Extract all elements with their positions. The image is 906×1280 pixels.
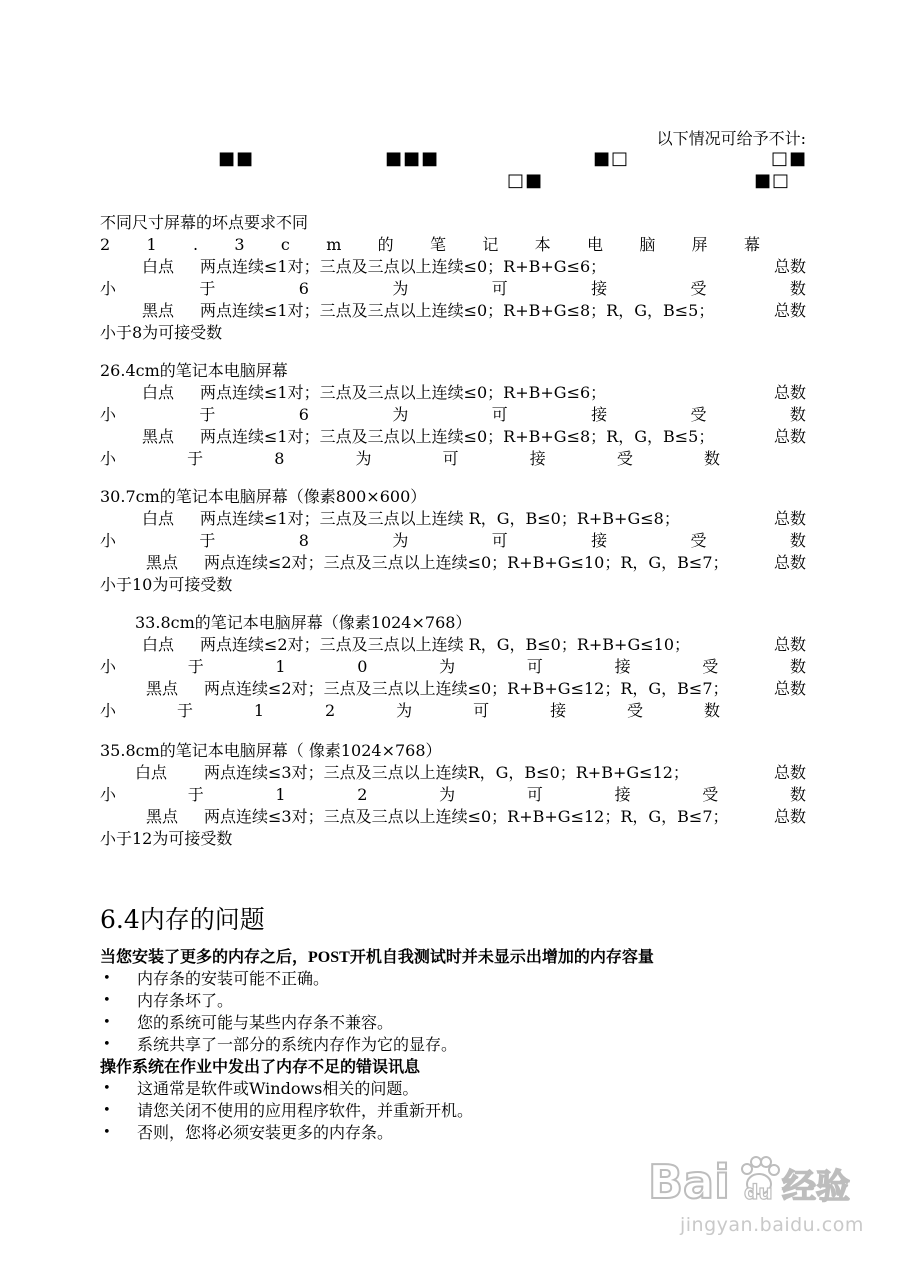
s4-white-rule: 两点连续≤2对；三点及三点以上连续 R，G，B≤0；R+B+G≤10； <box>200 635 691 654</box>
s2-black-rule: 两点连续≤1对；三点及三点以上连续≤0；R+B+G≤8；R，G，B≤5； <box>200 427 715 446</box>
s1-white-total: 总数 <box>773 257 806 276</box>
s1-black-label: 黑点 <box>142 301 175 320</box>
pixel-pattern-5: □■ <box>507 170 544 191</box>
bullet-icon: • <box>103 1081 111 1096</box>
baidu-watermark-logo <box>646 1150 856 1210</box>
s2-black-tail: 小 于 8 为 可 接 受 数 <box>100 449 720 468</box>
s5-white-rule: 两点连续≤3对；三点及三点以上连续R，G，B≤0；R+B+G≤12； <box>204 763 689 782</box>
title-char: 屏 <box>691 235 708 254</box>
q2-item: 请您关闭不使用的应用程序软件，并重新开机。 <box>137 1101 474 1120</box>
memory-question-2: 操作系统在作业中发出了内存不足的错误讯息 <box>100 1057 421 1076</box>
title-char: c <box>280 235 290 254</box>
s4-black-rule: 两点连续≤2对；三点及三点以上连续≤0；R+B+G≤12；R，G，B≤7； <box>204 679 729 698</box>
s2-white-rule: 两点连续≤1对；三点及三点以上连续≤0；R+B+G≤6； <box>200 383 607 402</box>
s3-white-label: 白点 <box>142 509 175 528</box>
s5-white-total: 总数 <box>773 763 806 782</box>
s4-white-tail: 小 于 1 0 为 可 接 受 数 <box>100 657 806 676</box>
bullet-icon: • <box>103 971 111 986</box>
q1-item: 内存条坏了。 <box>137 991 234 1010</box>
s3-white-tail: 小 于 8 为 可 接 受 数 <box>100 531 806 550</box>
pixel-pattern-3: ■□ <box>593 148 630 169</box>
s4-black-total: 总数 <box>773 679 806 698</box>
s1-black-total: 总数 <box>773 301 806 320</box>
s2-black-total: 总数 <box>773 427 806 446</box>
title-char: 幕 <box>743 235 760 254</box>
s3-white-rule: 两点连续≤1对；三点及三点以上连续 R，G，B≤0；R+B+G≤8； <box>200 509 680 528</box>
memory-heading: 6.4内存的问题 <box>100 905 265 934</box>
s3-black-rule: 两点连续≤2对；三点及三点以上连续≤0；R+B+G≤10；R，G，B≤7； <box>204 553 729 572</box>
bullet-icon: • <box>103 1037 111 1052</box>
s5-black-total: 总数 <box>773 807 806 826</box>
q1-item: 内存条的安装可能不正确。 <box>137 969 330 988</box>
s5-white-tail: 小 于 1 2 为 可 接 受 数 <box>100 785 806 804</box>
s5-title: 35.8cm的笔记本电脑屏幕（ 像素1024×768） <box>100 741 442 760</box>
s4-white-total: 总数 <box>773 635 806 654</box>
q2-item: 这通常是软件或Windows相关的问题。 <box>137 1079 419 1098</box>
title-char: 1 <box>146 235 157 254</box>
watermark-url: jingyan.baidu.com <box>680 1214 864 1236</box>
section-intro: 不同尺寸屏幕的坏点要求不同 <box>100 213 309 232</box>
s4-white-label: 白点 <box>142 635 175 654</box>
bullet-icon: • <box>103 1125 111 1140</box>
s1-title <box>100 234 760 256</box>
s3-white-total: 总数 <box>773 509 806 528</box>
watermark-brand-cn: 经验 <box>782 1167 850 1207</box>
title-char: . <box>193 235 199 254</box>
bullet-icon: • <box>103 1015 111 1030</box>
s5-black-tail: 小于12为可接受数 <box>100 829 233 848</box>
q1-item: 系统共享了一部分的系统内存作为它的显存。 <box>137 1035 458 1054</box>
s2-black-label: 黑点 <box>142 427 175 446</box>
bullet-icon: • <box>103 1103 111 1118</box>
bullet-icon: • <box>103 993 111 1008</box>
s1-white-tail: 小 于 6 为 可 接 受 数 <box>100 279 806 298</box>
s1-black-tail: 小于8为可接受数 <box>100 323 223 342</box>
s5-white-label: 白点 <box>135 763 168 782</box>
s5-black-label: 黑点 <box>146 807 179 826</box>
s1-black-rule: 两点连续≤1对；三点及三点以上连续≤0；R+B+G≤8；R，G，B≤5； <box>200 301 715 320</box>
s4-title: 33.8cm的笔记本电脑屏幕（像素1024×768） <box>135 613 472 632</box>
s3-title: 30.7cm的笔记本电脑屏幕（像素800×600） <box>100 487 427 506</box>
pixel-pattern-1: ■■ <box>218 148 255 169</box>
title-char: 记 <box>482 235 499 254</box>
title-char: 电 <box>586 235 603 254</box>
q2-item: 否则，您将必须安装更多的内存条。 <box>137 1123 394 1142</box>
watermark-brand-a: Bai <box>648 1155 730 1209</box>
title-char: m <box>326 235 342 254</box>
title-char: 笔 <box>430 235 447 254</box>
pixel-pattern-2: ■■■ <box>385 148 440 169</box>
title-char: 的 <box>377 235 394 254</box>
watermark-brand-b: du <box>744 1180 773 1204</box>
memory-question-1: 当您安装了更多的内存之后，POST开机自我测试时并未显示出增加的内存容量 <box>100 947 654 966</box>
s2-white-tail: 小 于 6 为 可 接 受 数 <box>100 405 806 424</box>
s5-black-rule: 两点连续≤3对；三点及三点以上连续≤0；R+B+G≤12；R，G，B≤7； <box>204 807 729 826</box>
title-char: 本 <box>534 235 551 254</box>
q1-item: 您的系统可能与某些内存条不兼容。 <box>137 1013 394 1032</box>
s1-white-rule: 两点连续≤1对；三点及三点以上连续≤0；R+B+G≤6； <box>200 257 607 276</box>
s2-white-label: 白点 <box>142 383 175 402</box>
s3-black-tail: 小于10为可接受数 <box>100 575 233 594</box>
s3-black-label: 黑点 <box>146 553 179 572</box>
s2-white-total: 总数 <box>773 383 806 402</box>
pixel-pattern-4: □■ <box>771 148 808 169</box>
s4-black-tail: 小 于 1 2 为 可 接 受 数 <box>100 701 720 720</box>
pixel-pattern-6: ■□ <box>754 170 791 191</box>
title-char: 2 <box>100 235 111 254</box>
title-char: 3 <box>234 235 245 254</box>
exemption-note: 以下情况可给予不计: <box>656 129 806 148</box>
s1-white-label: 白点 <box>142 257 175 276</box>
s2-title: 26.4cm的笔记本电脑屏幕 <box>100 361 288 380</box>
s4-black-label: 黑点 <box>146 679 179 698</box>
s3-black-total: 总数 <box>773 553 806 572</box>
title-char: 脑 <box>639 235 656 254</box>
